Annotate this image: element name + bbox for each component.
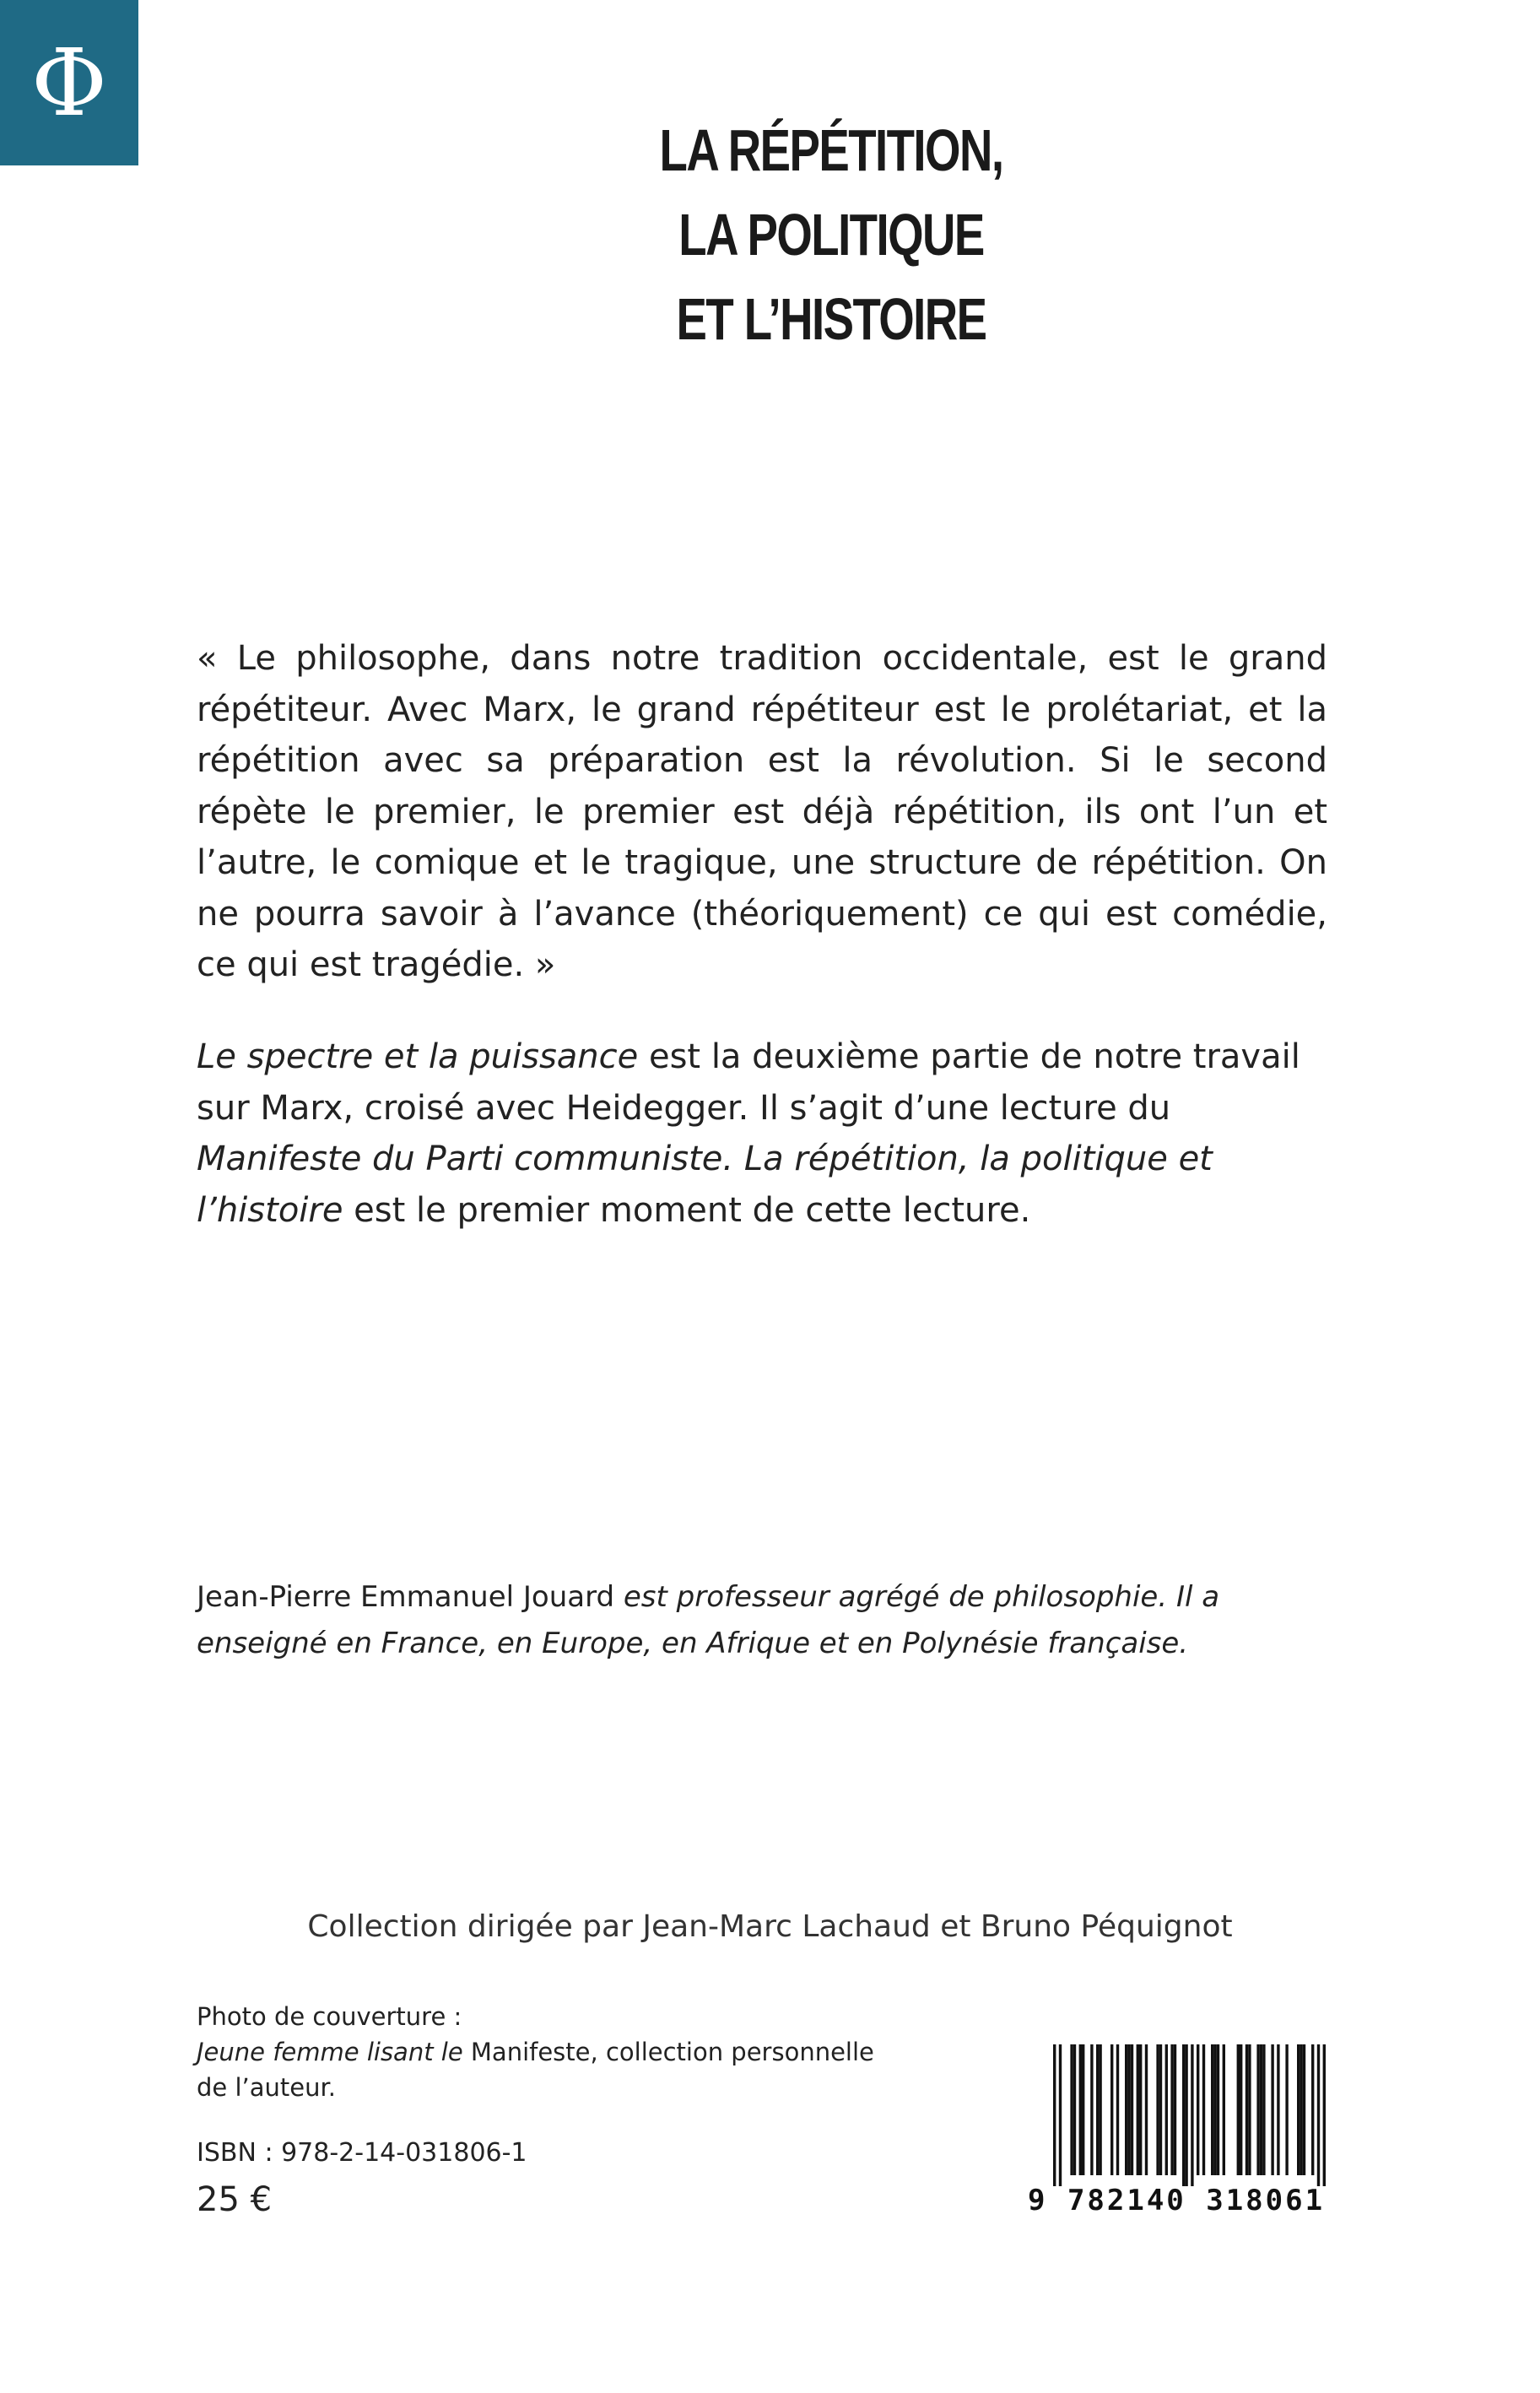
photo-credit-text <box>197 2034 889 2105</box>
barcode-bar <box>1317 2044 1320 2186</box>
barcode-bar <box>1297 2044 1300 2175</box>
barcode-bar <box>1110 2044 1113 2175</box>
barcode-bar <box>1145 2044 1148 2175</box>
barcode-bar <box>1096 2044 1099 2175</box>
barcode-digits: 9 782140 318061 <box>1028 2184 1326 2217</box>
barcode-bar <box>1182 2044 1185 2186</box>
author-name: Jean-Pierre Emmanuel Jouard <box>197 1580 615 1614</box>
barcode-bar <box>1213 2044 1216 2175</box>
barcode-bar <box>1159 2044 1162 2175</box>
barcode-bar <box>1174 2044 1176 2175</box>
title-line-3: ET L’HISTOIRE <box>676 286 986 352</box>
quote-paragraph: « Le philosophe, dans notre tradition occidentale, est le grand répétiteur. Avec Marx, le grand répétiteur est le prolétariat, et la répétition avec sa préparation est la révolution. Si le second répète le premier, le premier est déjà répétition, ils ont l’un et l’autre, le comique et le tragique, une structure de répétition. On ne pourra savoir à l’avance (théoriquement) ce qui est comédie, ce qui est tragédie. » <box>197 639 1327 984</box>
barcode-bar <box>1156 2044 1159 2175</box>
title-line-2: LA POLITIQUE <box>678 202 984 268</box>
desc-text-2 <box>733 1140 744 1178</box>
collection-line: Collection dirigée par Jean-Marc Lachaud et Bruno Péquignot <box>307 1909 1233 1944</box>
barcode-bar <box>1202 2044 1205 2175</box>
barcode-bar <box>1116 2044 1119 2175</box>
barcode-bar <box>1197 2044 1199 2175</box>
barcode-bar <box>1248 2044 1251 2175</box>
barcode-bar <box>1240 2044 1242 2175</box>
barcode-bar <box>1070 2044 1073 2175</box>
barcode-bar <box>1223 2044 1225 2175</box>
phi-logo-icon: Φ <box>30 29 108 137</box>
barcode-bar <box>1323 2044 1326 2186</box>
barcode-bar <box>1073 2044 1076 2175</box>
desc-text-3: est le premier moment de cette lecture. <box>343 1190 1031 1230</box>
barcode-bars <box>1028 2044 1348 2188</box>
barcode-bar <box>1311 2044 1314 2175</box>
barcode-bar <box>1191 2044 1193 2186</box>
publisher-logo <box>0 0 138 165</box>
barcode-bar <box>1271 2044 1273 2175</box>
barcode-bar <box>1217 2044 1219 2175</box>
barcode-bar <box>1211 2044 1213 2175</box>
this-book-title: La répétition, la politique et l’histoire <box>197 1140 1213 1230</box>
barcode-bar <box>1256 2044 1259 2175</box>
barcode-bar <box>1260 2044 1262 2175</box>
barcode-bar <box>1079 2044 1082 2175</box>
spectre-title: Le spectre et la puissance <box>197 1037 639 1076</box>
isbn: ISBN : 978-2-14-031806-1 <box>197 2138 527 2168</box>
barcode-bar <box>1137 2044 1139 2175</box>
barcode-bar <box>1099 2044 1101 2175</box>
barcode-bar <box>1285 2044 1288 2175</box>
photo-credit-label: Photo de couverture : <box>197 2002 462 2031</box>
barcode-bar <box>1125 2044 1127 2175</box>
barcode-bar <box>1277 2044 1279 2175</box>
price: 25 € <box>197 2180 273 2219</box>
description-paragraph <box>197 1031 1327 1236</box>
barcode <box>1028 2044 1348 2222</box>
barcode-bar <box>1082 2044 1084 2175</box>
photo-credit-italic: Jeune femme lisant le <box>197 2038 463 2066</box>
book-title <box>473 108 1190 361</box>
photo-credit <box>197 1999 889 2105</box>
barcode-bar <box>1237 2044 1240 2175</box>
barcode-bar <box>1303 2044 1305 2175</box>
barcode-bar <box>1185 2044 1187 2186</box>
photo-credit-rest: Manifeste, collection personnelle de l’auteur. <box>197 2038 874 2102</box>
author-bio <box>197 1574 1332 1667</box>
barcode-bar <box>1165 2044 1168 2175</box>
barcode-bar <box>1053 2044 1056 2186</box>
barcode-bar <box>1139 2044 1142 2175</box>
barcode-bar <box>1262 2044 1265 2175</box>
barcode-bar <box>1090 2044 1093 2175</box>
manifesto-title: Manifeste du Parti communiste. <box>197 1140 734 1178</box>
barcode-bar <box>1170 2044 1173 2175</box>
barcode-bar <box>1300 2044 1302 2175</box>
barcode-bar <box>1127 2044 1130 2175</box>
desc-text-1: est la deuxième partie de notre travail sur Marx, croisé avec Heidegger. Il s’agit d’une lecture du <box>197 1037 1300 1128</box>
barcode-bar <box>1059 2044 1062 2186</box>
author-bio-text: est professeur agrégé de philosophie. Il a enseigné en France, en Europe, en Afrique et en Polynésie française. <box>197 1580 1220 1660</box>
barcode-bar <box>1246 2044 1248 2175</box>
barcode-bar <box>1131 2044 1133 2175</box>
title-line-1: LA RÉPÉTITION, <box>659 117 1003 183</box>
